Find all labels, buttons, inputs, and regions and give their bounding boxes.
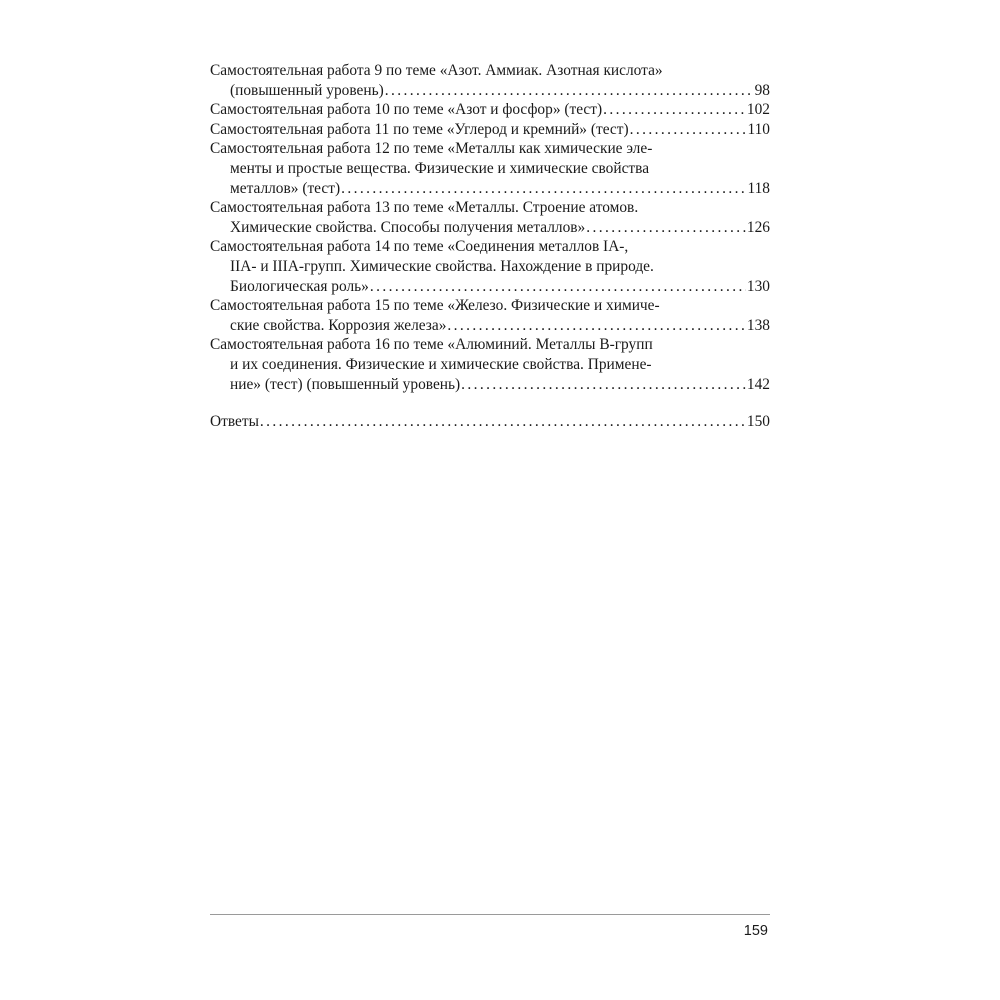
toc-entry — [210, 100, 770, 120]
toc-entry-line: менты и простые вещества. Физические и химические свойства — [230, 159, 650, 177]
toc-entry-line: Самостоятельная работа 15 по теме «Железо. Физические и химиче- — [210, 297, 660, 315]
toc-entry — [210, 61, 770, 100]
toc-entry-line: ние» (тест) (повышенный уровень) — [230, 375, 461, 393]
toc-entry-leader-line — [210, 316, 770, 336]
toc-entry-leader-line — [210, 81, 770, 101]
dot-leader — [341, 179, 746, 199]
toc-entry-leader-line — [210, 100, 770, 120]
toc-entry-leader-line — [210, 179, 770, 199]
toc-entry-leader-line — [210, 277, 770, 297]
toc-entry-leader-line — [210, 412, 770, 432]
dot-leader — [260, 412, 746, 432]
toc-entry — [210, 335, 770, 394]
toc-entry-line: Самостоятельная работа 14 по теме «Соединения металлов IA-, — [210, 238, 629, 256]
toc-entry-line: и их соединения. Физические и химические свойства. Примене- — [230, 355, 652, 373]
toc-entry-line: Самостоятельная работа 9 по теме «Азот. Аммиак. Азотная кислота» — [210, 62, 663, 79]
toc-page-number: 142 — [746, 375, 770, 393]
toc-page-number: 98 — [754, 81, 770, 99]
toc-entry-line: Биологическая роль» — [230, 277, 369, 295]
toc-entry-line: Самостоятельная работа 16 по теме «Алюминий. Металлы В-групп — [210, 336, 653, 354]
section-gap — [210, 394, 770, 412]
toc-entry-leader-line — [210, 375, 770, 395]
toc-page-number: 110 — [747, 120, 770, 138]
toc-entry-line: Самостоятельная работа 11 по теме «Углерод и кремний» (тест) — [210, 120, 629, 138]
toc-entry-answers — [210, 412, 770, 432]
dot-leader — [447, 316, 746, 336]
toc-entry-line: Самостоятельная работа 12 по теме «Металлы как химические эле- — [210, 140, 653, 158]
toc-entry-leader-line — [210, 120, 770, 140]
toc-entry-line: Химические свойства. Способы получения металлов» — [230, 218, 586, 236]
toc-entry-line: Самостоятельная работа 13 по теме «Металлы. Строение атомов. — [210, 199, 639, 217]
toc-entry — [210, 139, 770, 198]
toc-page-number: 126 — [746, 218, 770, 236]
table-of-contents — [210, 61, 770, 432]
toc-entry — [210, 296, 770, 335]
dot-leader — [370, 277, 746, 297]
dot-leader — [461, 375, 746, 395]
toc-page-number: 118 — [747, 179, 770, 197]
answers-label: Ответы — [210, 413, 259, 431]
toc-entry — [210, 198, 770, 237]
toc-page-number: 150 — [746, 413, 770, 431]
toc-entry — [210, 237, 770, 296]
toc-entry-line: (повышенный уровень) — [230, 81, 384, 99]
toc-page-number: 102 — [746, 101, 770, 119]
dot-leader — [586, 218, 746, 238]
dot-leader — [603, 100, 746, 120]
toc-entry-leader-line — [210, 218, 770, 238]
toc-entry-line: металлов» (тест) — [230, 179, 341, 197]
toc-entry-line: Самостоятельная работа 10 по теме «Азот и фосфор» (тест) — [210, 101, 603, 119]
toc-page-number: 138 — [746, 316, 770, 334]
page-number: 159 — [743, 923, 768, 939]
toc-entry-line: ские свойства. Коррозия железа» — [230, 316, 447, 334]
dot-leader — [385, 81, 754, 101]
toc-entry — [210, 120, 770, 140]
dot-leader — [630, 120, 747, 140]
toc-entry-line: IIA- и IIIA-групп. Химические свойства. Нахождение в природе. — [230, 257, 654, 275]
footer-rule — [210, 914, 770, 915]
toc-page-number: 130 — [746, 277, 770, 295]
